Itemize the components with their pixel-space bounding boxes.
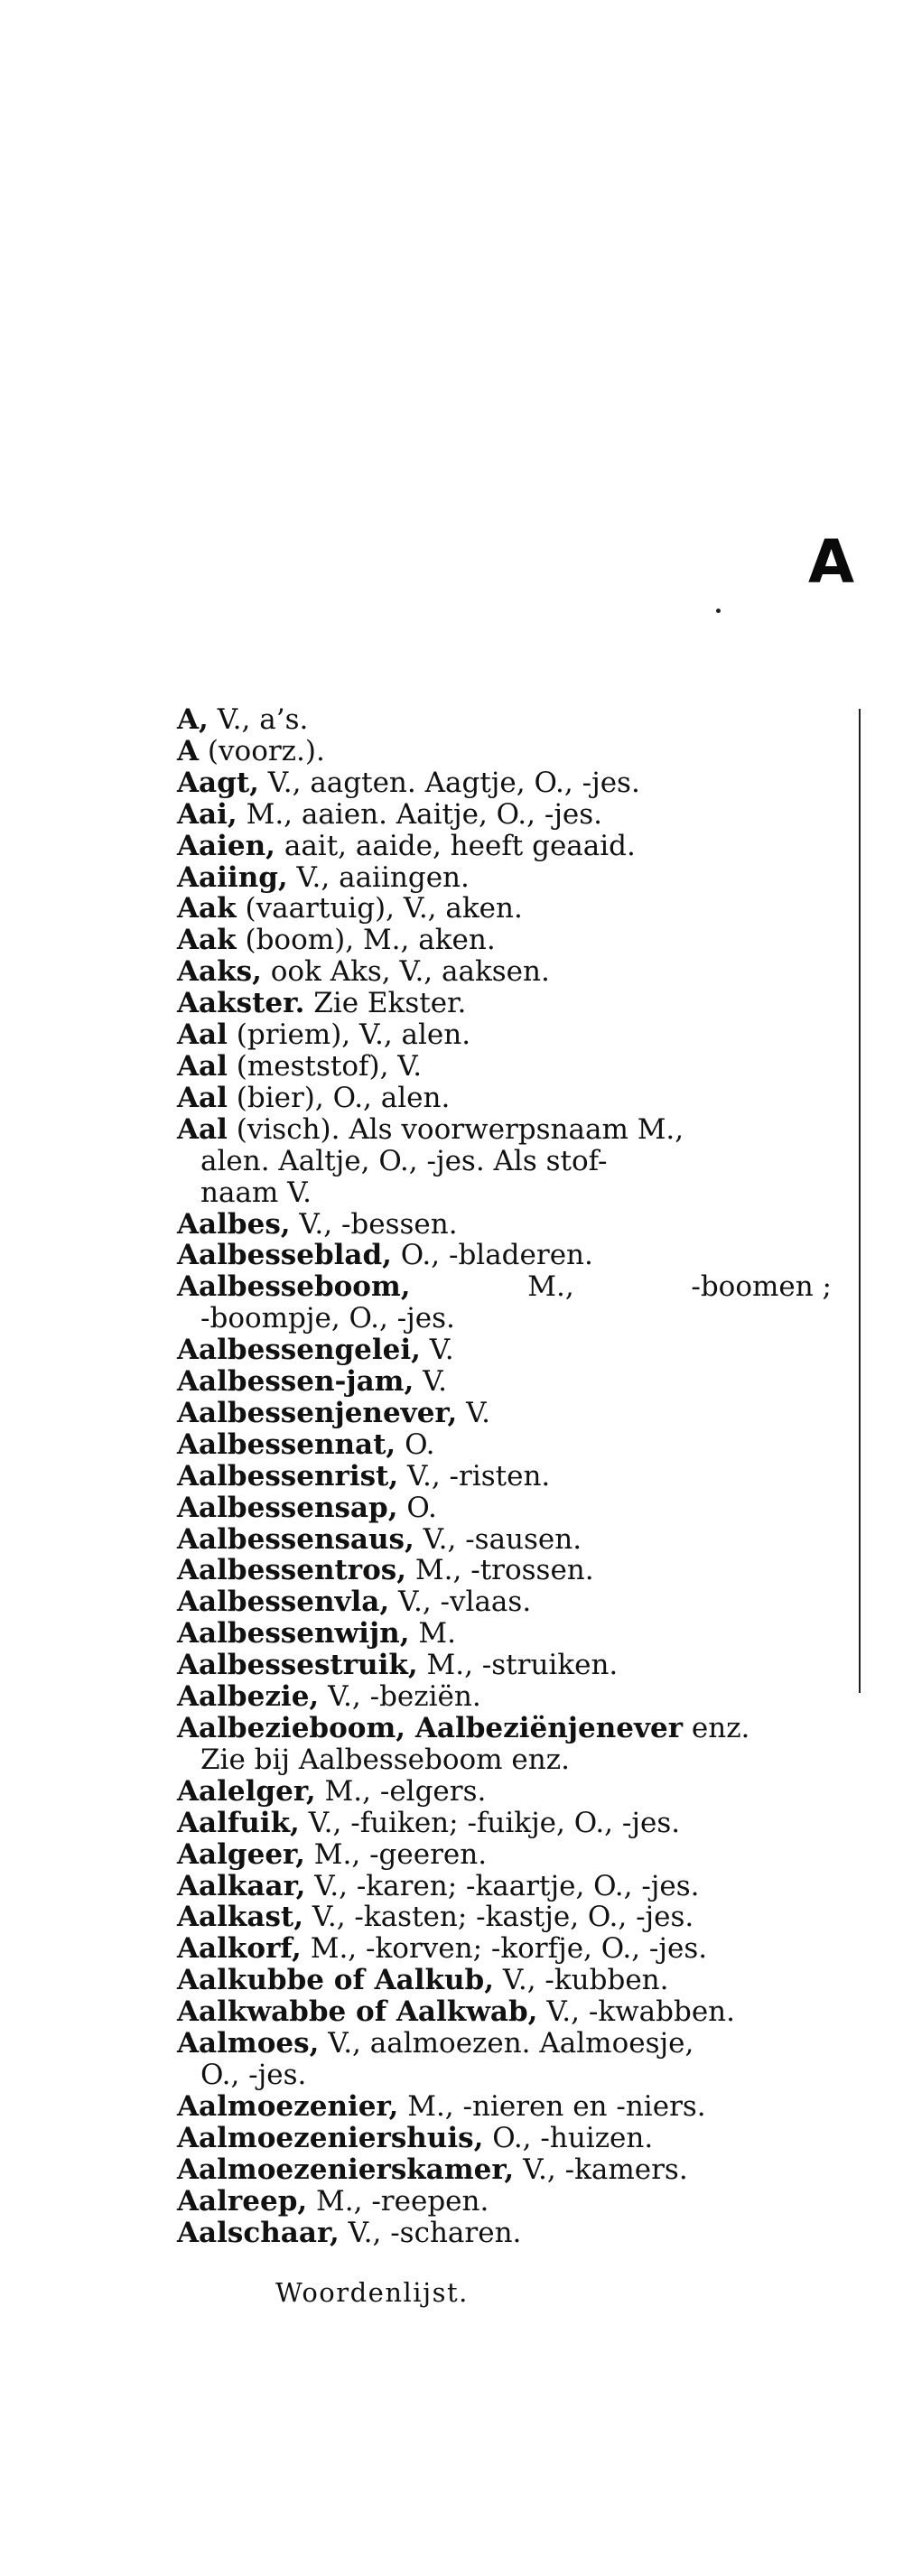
entry-headword: Aalbessestruik,	[177, 1649, 418, 1682]
entry-headword: Aalbezie,	[177, 1680, 320, 1714]
dictionary-entry	[177, 1334, 863, 1366]
entry-headword: Aal	[177, 1081, 228, 1114]
entry-definition: O.	[397, 1491, 437, 1524]
entry-headword: Aaien,	[177, 829, 275, 862]
word-list	[177, 704, 863, 2248]
dictionary-entry	[177, 1933, 863, 1965]
entry-definition: M., -korven; -korfje, O., -jes.	[301, 1932, 708, 1966]
dictionary-entry	[177, 2028, 863, 2091]
entry-definition: (boom), M., aken.	[236, 924, 496, 957]
entry-definition: (meststof), V.	[227, 1049, 423, 1083]
dictionary-entry	[177, 799, 863, 831]
entry-headword: Aalbessentros,	[177, 1554, 407, 1587]
entry-definition: (bier), O., alen.	[227, 1081, 451, 1114]
entry-headword: Aalgeer,	[177, 1837, 305, 1871]
page-footer: Woordenlijst.	[275, 2277, 469, 2308]
dictionary-entry	[177, 925, 863, 956]
dictionary-entry	[177, 1618, 863, 1650]
dictionary-entry	[177, 1366, 863, 1398]
dictionary-entry	[177, 956, 863, 988]
entry-definition: (priem), V., alen.	[227, 1018, 471, 1052]
entry-headword: Aalbessennat,	[177, 1427, 396, 1461]
entry-headword: Aalbessenwijn,	[177, 1617, 410, 1651]
entry-definition: M., -reepen.	[307, 2184, 489, 2218]
entry-definition: V., aagten. Aagtje, O., -jes.	[258, 766, 640, 799]
entry-headword: Aal	[177, 1018, 228, 1052]
entry-definition: V., -kamers.	[514, 2153, 688, 2186]
entry-headword: Aalkorf,	[177, 1932, 302, 1966]
entry-definition: V., -fuiken; -fuikje, O., -jes.	[299, 1806, 681, 1839]
entry-headword: Aagt,	[177, 766, 259, 799]
entry-headword: Aalmoezenierskamer,	[177, 2153, 515, 2186]
entry-definition: V., -risten.	[398, 1459, 551, 1493]
entry-continuation: naam V.	[200, 1176, 312, 1209]
dictionary-entry	[177, 2218, 863, 2249]
entry-headword: Aalschaar,	[177, 2216, 340, 2249]
entry-continuation: Zie bij Aalbesseboom enz.	[200, 1743, 570, 1776]
print-speck	[716, 609, 721, 613]
dictionary-entry	[177, 736, 863, 767]
entry-definition: M., -struiken.	[417, 1649, 619, 1682]
dictionary-entry	[177, 1493, 863, 1524]
entry-definition: enz.	[683, 1712, 750, 1744]
entry-headword: Aalbesseboom,	[177, 1270, 411, 1304]
dictionary-entry	[177, 862, 863, 894]
entry-plural: -boomen ;	[691, 1270, 832, 1304]
dictionary-entry	[177, 2091, 863, 2123]
entry-continuation: -boompje, O., -jes.	[200, 1302, 455, 1335]
dictionary-entry	[177, 988, 863, 1019]
entry-headword: Aaks,	[177, 955, 262, 989]
entry-definition: M.	[409, 1617, 456, 1651]
dictionary-entry	[177, 1114, 863, 1209]
entry-headword: Aakster.	[177, 987, 305, 1020]
entry-definition: M., -trossen.	[406, 1554, 594, 1587]
entry-headword: Aalbessenrist,	[177, 1459, 399, 1493]
dictionary-entry	[177, 1209, 863, 1241]
dictionary-entry	[177, 767, 863, 799]
entry-definition: O., -huizen.	[483, 2121, 654, 2154]
entry-headword: Aalkubbe of Aalkub,	[177, 1964, 495, 1997]
entry-headword: Aak	[177, 924, 237, 957]
entry-gender: M.,	[527, 1270, 574, 1304]
entry-definition: V., -beziën.	[319, 1680, 481, 1714]
entry-definition: V., -kubben.	[494, 1964, 669, 1997]
entry-headword: Aalfuik,	[177, 1806, 300, 1839]
dictionary-entry	[177, 1681, 863, 1713]
entry-headword: Aalkaar,	[177, 1869, 306, 1902]
entry-definition: V., aaiingen.	[287, 860, 470, 894]
dictionary-entry	[177, 1019, 863, 1051]
entry-definition: M., -elgers.	[315, 1774, 487, 1808]
dictionary-entry	[177, 1271, 863, 1334]
dictionary-entry	[177, 2186, 863, 2218]
dictionary-entry	[177, 1839, 863, 1871]
entry-definition: V., -vlaas.	[389, 1586, 532, 1619]
entry-definition: ook Aks, V., aaksen.	[261, 955, 550, 989]
entry-definition: (voorz.).	[199, 734, 325, 767]
entry-headword: Aalbesseblad,	[177, 1239, 392, 1272]
entry-definition: M., -geeren.	[304, 1837, 488, 1871]
entry-headword: Aalbes,	[177, 1207, 291, 1241]
entry-headword: Aalbessensap,	[177, 1491, 398, 1524]
entry-headword: Aalmoezeniershuis,	[177, 2121, 484, 2154]
entry-definition: V., a’s.	[208, 703, 309, 736]
dictionary-entry	[177, 1713, 863, 1776]
entry-headword: Aalmoezenier,	[177, 2089, 399, 2123]
dictionary-entry	[177, 1524, 863, 1556]
dictionary-entry	[177, 1429, 863, 1461]
entry-definition: V.	[457, 1396, 490, 1429]
dictionary-entry	[177, 1808, 863, 1839]
dictionary-entry	[177, 1650, 863, 1681]
entry-definition: O.	[396, 1427, 435, 1461]
entry-continuation: O., -jes.	[200, 2058, 307, 2091]
dictionary-entry	[177, 1902, 863, 1933]
dictionary-entry	[177, 2123, 863, 2154]
section-letter: A	[808, 527, 855, 597]
entry-definition: V., -kwabben.	[537, 1995, 735, 2029]
entry-definition: V., -bessen.	[290, 1207, 458, 1241]
dictionary-entry	[177, 1871, 863, 1902]
entry-definition: V., aalmoezen. Aalmoesje,	[319, 2027, 694, 2060]
entry-definition: V., -karen; -kaartje, O., -jes.	[305, 1869, 700, 1902]
entry-headword: Aalbessen-jam,	[177, 1365, 414, 1399]
entry-headword: Aalelger,	[177, 1774, 316, 1808]
dictionary-entry	[177, 2154, 863, 2186]
entry-headword: Aalbessenjenever,	[177, 1396, 458, 1429]
dictionary-entry	[177, 1586, 863, 1618]
entry-headword: Aalbessensaus,	[177, 1522, 414, 1556]
entry-headword: Aak	[177, 892, 237, 925]
entry-headword: Aaiing,	[177, 860, 288, 894]
dictionary-entry	[177, 1776, 863, 1808]
entry-headword: Aal	[177, 1112, 228, 1146]
entry-continuation: alen. Aaltje, O., -jes. Als stof-	[200, 1144, 608, 1177]
entry-headword: Aalbezieboom, Aalbeziënjenever	[177, 1712, 684, 1744]
entry-headword: A	[177, 734, 200, 767]
dictionary-entry	[177, 1051, 863, 1083]
entry-definition: V., -kasten; -kastje, O., -jes.	[303, 1901, 694, 1934]
dictionary-entry	[177, 704, 863, 736]
entry-definition: O., -bladeren.	[391, 1239, 593, 1272]
entry-definition: V., -scharen.	[339, 2216, 522, 2249]
entry-definition: V.	[414, 1365, 447, 1399]
entry-headword: Aalkwabbe of Aalkwab,	[177, 1995, 538, 2029]
dictionary-entry	[177, 831, 863, 862]
dictionary-entry	[177, 1398, 863, 1429]
dictionary-entry	[177, 1461, 863, 1493]
entry-headword: Aai,	[177, 797, 237, 831]
entry-definition: aait, aaide, heeft geaaid.	[275, 829, 636, 862]
entry-definition: M., -nieren en -niers.	[398, 2089, 706, 2123]
dictionary-entry	[177, 1965, 863, 1996]
entry-headword: A,	[177, 703, 209, 736]
entry-definition: Zie Ekster.	[304, 987, 467, 1020]
entry-headword: Aalmoes,	[177, 2027, 320, 2060]
dictionary-entry	[177, 1555, 863, 1586]
entry-definition: (visch). Als voorwerpsnaam M.,	[227, 1112, 684, 1146]
dictionary-entry	[177, 1083, 863, 1114]
entry-definition: V.	[420, 1334, 454, 1367]
entry-definition: (vaartuig), V., aken.	[236, 892, 523, 925]
entry-headword: Aalkast,	[177, 1901, 304, 1934]
entry-headword: Aalreep,	[177, 2184, 308, 2218]
entry-headword: Aal	[177, 1049, 228, 1083]
dictionary-entry	[177, 1996, 863, 2028]
dictionary-entry	[177, 1240, 863, 1271]
entry-headword: Aalbessengelei,	[177, 1334, 421, 1367]
entry-definition: V., -sausen.	[414, 1522, 582, 1556]
dictionary-entry	[177, 893, 863, 925]
entry-definition: M., aaien. Aaitje, O., -jes.	[237, 797, 603, 831]
entry-headword: Aalbessenvla,	[177, 1586, 390, 1619]
